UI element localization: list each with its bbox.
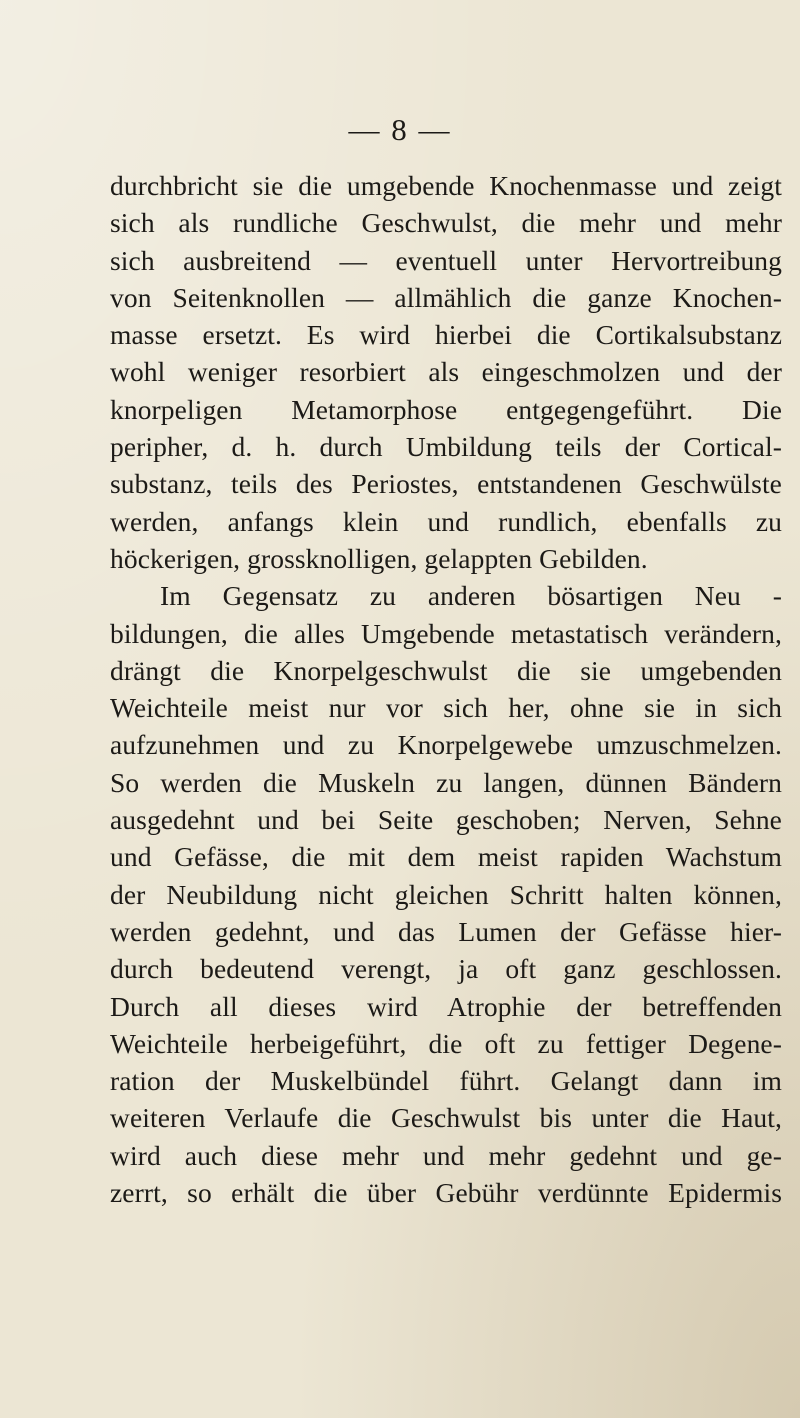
page-number: — 8 —: [348, 112, 452, 147]
text-line: peripher, d. h. durch Umbildung teils der Cortical-: [110, 431, 782, 463]
text-line: masse ersetzt. Es wird hierbei die Cortikalsubstanz: [110, 319, 782, 351]
text-line: durchbricht sie die umgebende Knochenmasse und zeigt: [110, 170, 782, 201]
text-line: durch bedeutend verengt, ja oft ganz geschlossen.: [110, 953, 782, 985]
text-line: werden gedehnt, und das Lumen der Gefässe hier-: [110, 915, 782, 947]
text-line: drängt die Knorpelgeschwulst die sie umgebenden: [110, 654, 782, 686]
text-line: bildungen, die alles Umgebende metastatisch verändern,: [110, 617, 782, 649]
text-line: substanz, teils des Periostes, entstandenen Geschwülste: [110, 468, 782, 500]
paragraph-end-line: höckerigen, grossknolligen, gelappten Gebilden.: [110, 542, 648, 574]
text-line: zerrt, so erhält die über Gebühr verdünnte Epidermis: [110, 1177, 782, 1209]
text-line: aufzunehmen und zu Knorpelgewebe umzuschmelzen.: [110, 729, 782, 761]
text-line: der Neubildung nicht gleichen Schritt halten können,: [110, 878, 782, 910]
text-line: Durch all dieses wird Atrophie der betreffenden: [110, 990, 782, 1022]
text-line: weiteren Verlaufe die Geschwulst bis unter die Haut,: [110, 1102, 782, 1134]
text-line: wohl weniger resorbiert als eingeschmolzen und der: [110, 356, 782, 388]
text-line: So werden die Muskeln zu langen, dünnen Bändern: [110, 766, 782, 798]
text-line: knorpeligen Metamorphose entgegengeführt. Die: [110, 393, 782, 425]
text-line: werden, anfangs klein und rundlich, ebenfalls zu: [110, 505, 782, 537]
text-line: sich als rundliche Geschwulst, die mehr und mehr: [110, 207, 782, 239]
text-line: sich ausbreitend — eventuell unter Hervortreibung: [110, 244, 782, 276]
text-line: ausgedehnt und bei Seite geschoben; Nerven, Sehne: [110, 804, 782, 836]
text-line: Weichteile meist nur vor sich her, ohne sie in sich: [110, 692, 782, 724]
text-line: ration der Muskelbündel führt. Gelangt dann im: [110, 1065, 782, 1097]
text-line: und Gefässe, die mit dem meist rapiden Wachstum: [110, 841, 782, 873]
text-line: wird auch diese mehr und mehr gedehnt und ge-: [110, 1139, 782, 1171]
text-line: von Seitenknollen — allmählich die ganze Knochen-: [110, 281, 782, 313]
body-text: [110, 167, 782, 1211]
text-line: Weichteile herbeigeführt, die oft zu fettiger Degene-: [110, 1027, 782, 1059]
paragraph-start-line: Im Gegensatz zu anderen bösartigen Neu -: [160, 580, 782, 612]
